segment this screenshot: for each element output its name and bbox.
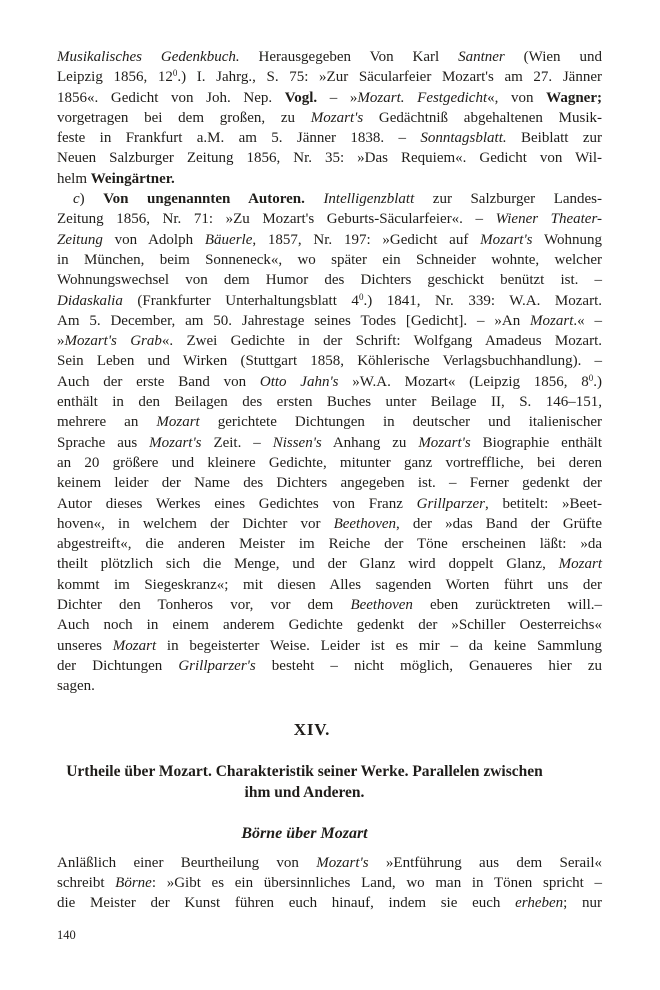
text-segment: Dichter den Tonheros vor, vor dem [57, 597, 351, 614]
text-segment: Am 5. December, am 50. Jahrestage seines Todes [Gedicht]. – »An [57, 312, 531, 329]
text-line [57, 351, 602, 371]
text-segment: .) 1841, Nr. 339: W.A. Mozart. [363, 292, 602, 309]
text-segment: Mozart's [149, 434, 202, 451]
text-segment: Zeitung 1856, Nr. 71: »Zu Mozart's Geburts-Säcularfeier«. – [57, 211, 496, 228]
text-segment: Biographie enthält [470, 434, 602, 451]
text-segment: Autor dieses Werkes eines Gedichtes von Franz [57, 495, 417, 512]
text-segment: Musikalisches Gedenkbuch. [57, 49, 240, 65]
text-segment: die Meister der Kunst führen euch hinauf, indem sie euch [57, 895, 516, 912]
text-line [57, 331, 602, 351]
text-line [57, 169, 602, 189]
text-line [57, 636, 602, 656]
text-segment: erheben [515, 895, 564, 912]
text-line [57, 453, 602, 473]
text-segment: schreibt [57, 874, 116, 891]
text-line [57, 67, 602, 87]
text-line [57, 392, 602, 412]
para-von-ungenannten-autoren [57, 189, 602, 696]
text-line [57, 108, 602, 128]
text-line [57, 473, 602, 493]
text-segment: Auch der erste Band von [57, 373, 260, 390]
text-segment: Wiener Theater- [495, 211, 602, 228]
text-segment: Mozart's Grab [64, 333, 162, 350]
text-segment: , 1857, Nr. 197: »Gedicht auf [252, 231, 481, 248]
text-block [57, 47, 602, 913]
text-line [57, 554, 602, 574]
text-segment [305, 191, 324, 207]
text-line [57, 47, 602, 67]
text-segment: in begeisterter Weise. Leider ist es mir – da keine Sammlung [156, 637, 602, 654]
text-segment: Didaskalia [57, 292, 123, 309]
text-segment: Mozart [558, 556, 602, 573]
text-segment: vorgetragen bei dem großen, zu [57, 109, 311, 126]
para-boerne-ueber-mozart [57, 853, 602, 914]
text-segment: Sprache aus [57, 434, 150, 451]
text-segment: gerichtete Dichtungen in deutscher und italienischer [199, 414, 602, 431]
text-line [57, 250, 602, 270]
text-segment: unseres [57, 637, 113, 654]
chapter-number-heading [57, 719, 602, 741]
text-segment: Zeitung [57, 231, 103, 248]
text-segment: Leipzig 1856, 12 [57, 69, 173, 86]
text-segment: Gedächtniß abgehaltenen Musik- [363, 109, 602, 126]
text-line [57, 291, 602, 311]
text-line [57, 853, 602, 873]
section-title-heading [57, 761, 602, 803]
text-segment: Sonntagsblatt. [420, 130, 507, 147]
text-segment: ; nur [563, 895, 602, 912]
para-bibliography-continuation [57, 47, 602, 189]
text-segment: helm [57, 170, 91, 187]
heading-line: Urtheile über Mozart. Charakteristik seiner Werke. Parallelen zwischen [66, 762, 543, 780]
text-segment: «. Zwei Gedichte in der Schrift: Wolfgang Amadeus Mozart. [161, 333, 602, 350]
text-line [57, 656, 602, 676]
text-line [57, 595, 602, 615]
heading-line: XIV. [293, 719, 331, 739]
text-segment: mehrere an [57, 414, 157, 431]
text-segment: (Frankfurter Unterhaltungsblatt 4 [122, 292, 359, 309]
text-segment: 0 [588, 372, 594, 383]
heading-line: Börne über Mozart [241, 824, 368, 842]
text-line [57, 676, 602, 696]
text-segment: Mozart [156, 414, 200, 431]
text-segment: c [73, 191, 80, 208]
text-segment: Grillparzer [416, 495, 485, 512]
subsection-title-heading [57, 823, 602, 845]
text-segment: sagen. [57, 678, 95, 695]
text-line [57, 88, 602, 108]
text-line [57, 128, 602, 148]
text-segment: Vogl. [284, 89, 318, 106]
text-segment: 0 [172, 68, 178, 79]
text-segment: feste in Frankfurt a.M. am 5. Jänner 1838. – [57, 130, 421, 147]
text-segment: Neuen Salzburger Zeitung 1856, Nr. 35: »Das Requiem«. Gedicht von Wil- [57, 150, 602, 167]
text-line [57, 575, 602, 595]
text-segment: Sein Leben und Wirken (Stuttgart 1858, Köhlerische Verlagsbuchhandlung). – [57, 353, 602, 370]
text-line [57, 372, 602, 392]
text-segment: Beethoven [350, 597, 413, 614]
text-segment: keinem leider der Name des Dichters angegeben ist. – Ferner gedenkt der [57, 475, 602, 492]
text-line [57, 534, 602, 554]
text-segment: Nissen's [272, 434, 322, 451]
text-segment: der Dichtungen [57, 657, 179, 674]
text-segment: Beiblatt zur [506, 130, 602, 147]
text-segment: Mozart's [316, 854, 369, 871]
text-segment: zur Salzburger Landes- [414, 191, 603, 208]
text-segment: »W.A. Mozart« (Leipzig 1856, 8 [338, 373, 589, 390]
text-segment: ) [79, 191, 104, 208]
text-segment: «, von [487, 89, 547, 106]
text-line [57, 412, 602, 432]
text-segment: Börne [115, 874, 152, 891]
text-segment: hoven«, in welchem der Dichter vor [57, 515, 334, 532]
text-line [57, 209, 602, 229]
text-segment: Auch noch in einem anderem Gedichte gedenkt der »Schiller Oesterreichs« [57, 617, 602, 634]
heading-line: ihm und Anderen. [244, 783, 365, 801]
text-line [57, 615, 602, 635]
text-segment: .) [593, 373, 602, 390]
text-segment: Von ungenannten Autoren. [103, 191, 305, 208]
text-segment: Bäuerle [204, 231, 253, 248]
text-segment: Grillparzer's [178, 657, 256, 674]
text-segment: Weingärtner. [90, 170, 175, 187]
text-segment: 0 [358, 291, 364, 302]
text-segment: besteht – nicht möglich, Genaueres hier zu [255, 657, 603, 674]
page-number: 140 [57, 928, 76, 942]
text-segment: »Entführung aus dem Serail« [368, 854, 602, 871]
text-line [57, 514, 602, 534]
text-segment: (Wien und [504, 49, 602, 65]
text-segment: : »Gibt es ein übersinnliches Land, wo man in Tönen spricht – [151, 874, 602, 891]
text-segment: Wohnung [532, 231, 602, 248]
text-line [57, 230, 602, 250]
text-segment: Anläßlich einer Beurtheilung von [57, 854, 317, 871]
text-segment: eben zurücktreten will.– [412, 597, 603, 614]
text-segment: .) I. Jahrg., S. 75: »Zur Säcularfeier Mozart's am 27. Jänner [177, 69, 602, 86]
text-segment: theilt plötzlich sich die Menge, und der Glanz wird doppelt Glanz, [57, 556, 559, 573]
text-segment: Zeit. – [201, 434, 273, 451]
text-segment: Mozart's [480, 231, 533, 248]
text-segment: Mozart [530, 312, 574, 329]
text-segment: 1856«. Gedicht von Joh. Nep. [57, 89, 285, 106]
text-segment: abgestreift«, die anderen Meister im Reiche der Töne erscheinen läßt: »da [57, 536, 602, 553]
text-segment: » [57, 333, 65, 350]
text-line [57, 148, 602, 168]
text-segment: enthält in den Beilagen des ersten Buches unter Beilage II, S. 146–151, [57, 394, 602, 411]
text-line [57, 270, 602, 290]
text-line [57, 873, 602, 893]
text-segment: .« – [573, 312, 602, 329]
text-segment: Anhang zu [321, 434, 419, 451]
text-line [57, 494, 602, 514]
text-segment: in München, beim Sonneneck«, wo später ein Schneider wohnte, welcher [57, 251, 602, 268]
text-line [57, 311, 602, 331]
text-segment: Wohnungswechsel von dem Humor des Dichters geschickt benützt ist. – [57, 272, 602, 289]
text-line [57, 893, 602, 913]
text-line [57, 189, 602, 209]
text-segment: Intelligenzblatt [323, 191, 415, 208]
text-segment: Mozart [112, 637, 157, 654]
text-segment: Beethoven [333, 515, 397, 532]
text-segment: Herausgegeben Von Karl [239, 49, 459, 65]
text-segment: an 20 größere und kleinere Gedichte, mitunter ganz vortreffliche, bei deren [57, 454, 602, 471]
text-segment: , betitelt: »Beet- [484, 495, 603, 512]
text-segment: Mozart. Festgedicht [357, 89, 488, 106]
text-segment: Otto Jahn's [259, 373, 339, 390]
text-segment: Mozart's [310, 109, 364, 126]
text-segment: von Adolph [102, 231, 205, 248]
text-line [57, 433, 602, 453]
text-segment: Wagner; [546, 89, 602, 106]
text-segment: Mozart's [418, 434, 471, 451]
text-segment: Santner [458, 49, 505, 65]
text-segment: – » [317, 89, 358, 106]
text-segment: , der »das Band der Grüfte [396, 515, 602, 532]
text-segment: kommt im Siegeskranz«; mit diesen Alles sagenden Worten führt uns der [57, 576, 602, 593]
